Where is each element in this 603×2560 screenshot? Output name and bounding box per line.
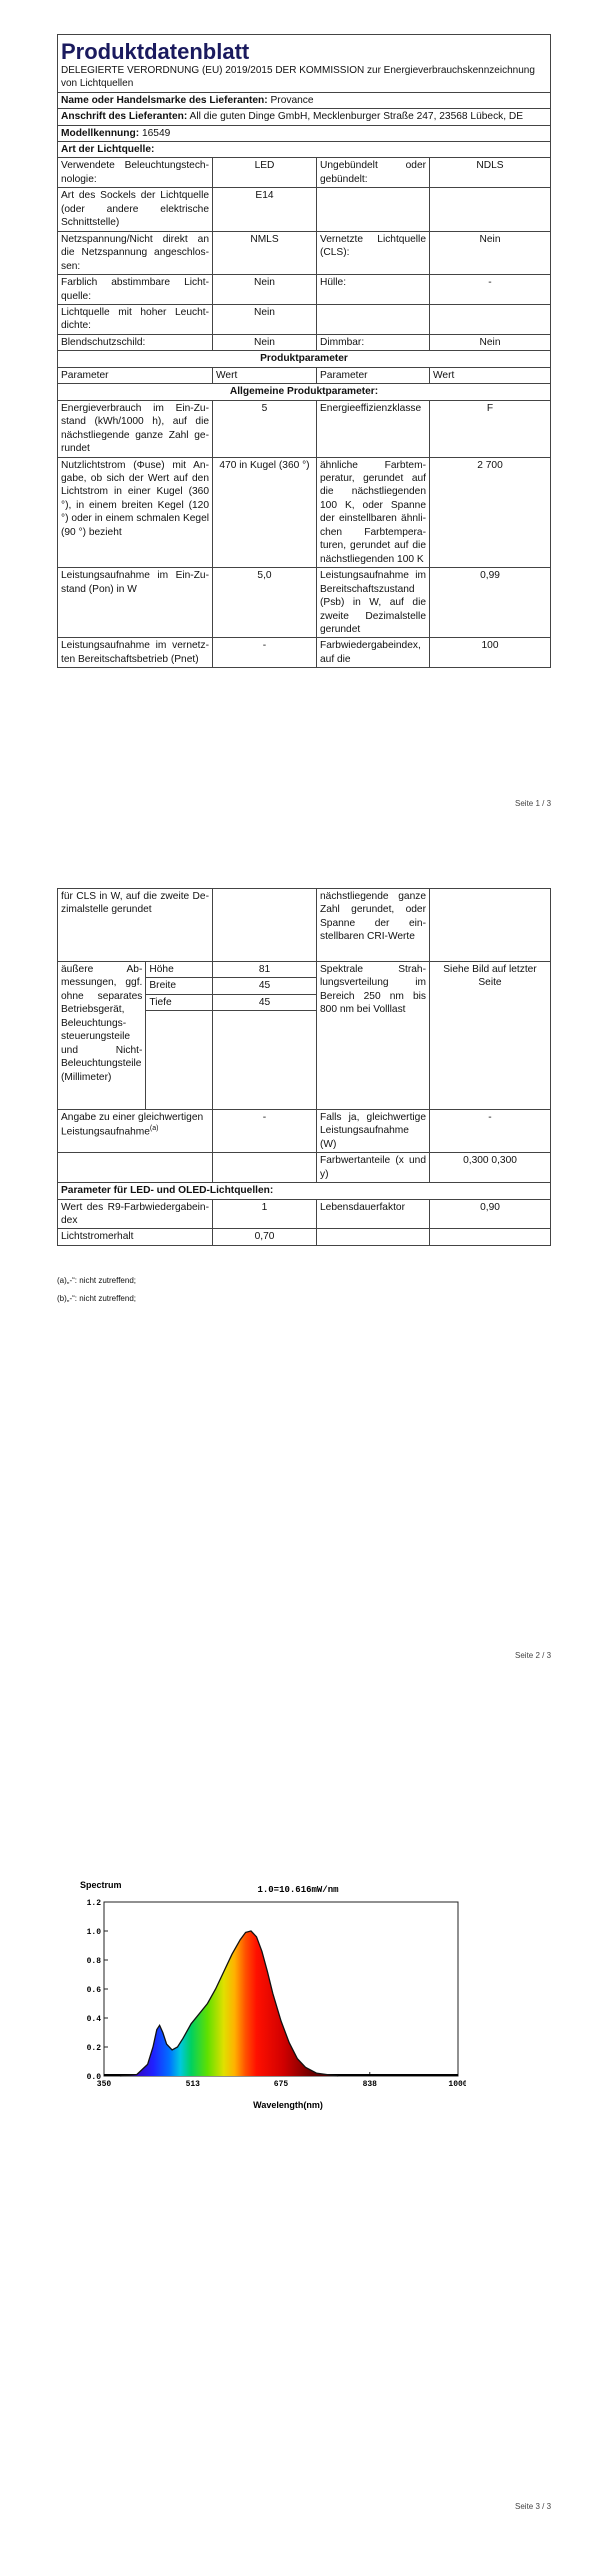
chart-title: Spectrum [80, 1880, 122, 1890]
supplier-value: Provance [270, 94, 314, 106]
param-label: Farbwertanteile (x und y) [317, 1153, 430, 1183]
param-label: Leistungsaufnahme im Bereitschaftszustand (Psb) in W, auf die zweite Dezimalstelle gerundet [317, 568, 430, 638]
footnote-b: (b)„-“: nicht zutreffend; [57, 1294, 136, 1303]
param-label: Lebensdauerfaktor [317, 1199, 430, 1229]
column-header-row [58, 367, 551, 383]
table-row [58, 889, 551, 962]
supplier-row [58, 92, 551, 108]
param-value: F [430, 400, 551, 457]
y-tick-label: 0.8 [86, 1957, 101, 1966]
chart-annotation: 1.0=10.616mW/nm [257, 1885, 339, 1895]
table-row [58, 231, 551, 274]
param-label: Art des Sockels der Lichtquelle (oder andere elektrische Schnittstelle) [58, 188, 213, 231]
dim-value: 45 [213, 994, 316, 1010]
model-label: Modellkennung: [61, 127, 140, 139]
model-row [58, 125, 551, 141]
table-row [58, 638, 551, 668]
general-params-heading: Allgemeine Produktparameter: [58, 384, 551, 400]
param-value: 470 in Kugel (360 °) [213, 457, 317, 568]
table-row [58, 334, 551, 350]
param-label: Angabe zu einer gleichwertigen Leistungsaufnahme$^{(a)}$ [58, 1109, 213, 1152]
param-label: Energieeffizienzklasse [317, 400, 430, 457]
param-value: Nein [213, 334, 317, 350]
param-label [317, 188, 430, 231]
param-value: 1 [213, 1199, 317, 1229]
doc-subtitle: DELEGIERTE VERORDNUNG (EU) 2019/2015 DER KOMMISSION zur Energieverbrauchskennzeichnung von Lichtquellen [61, 65, 535, 90]
page-number: Seite 1 / 3 [515, 799, 552, 808]
dimensions-cell [58, 962, 317, 1110]
col-header-param: Parameter [58, 367, 213, 383]
spectrum-value: Siehe Bild auf letzter Seite [430, 962, 551, 1110]
y-tick-label: 0.6 [86, 1986, 101, 1995]
spectrum-chart-svg [74, 1874, 466, 2112]
param-value: - [213, 1109, 317, 1152]
param-label: Energieverbrauch im Ein-Zustand (kWh/1000 h), auf die nächstliegende ganze Zahl gerundet [58, 400, 213, 457]
address-label: Anschrift des Lieferanten: [61, 111, 188, 123]
param-value: 100 [430, 638, 551, 668]
param-value: 0,90 [430, 1199, 551, 1229]
param-value: - [430, 275, 551, 305]
page-number: Seite 3 / 3 [515, 2502, 552, 2511]
led-params-heading: Parameter für LED- und OLED-Lichtquellen: [58, 1183, 551, 1199]
param-value: - [430, 1109, 551, 1152]
param-label: nächstliegende ganze Zahl gerundet, oder Spanne der einstellbaren CRI-Werte [317, 889, 430, 962]
param-label: für CLS in W, auf die zweite Dezimalstelle gerundet [58, 889, 213, 962]
col-header-param: Parameter [317, 367, 430, 383]
param-label: Farblich abstimmbare Lichtquelle: [58, 275, 213, 305]
y-tick-label: 1.2 [86, 1899, 101, 1908]
param-label: Blendschutzschild: [58, 334, 213, 350]
table-row [58, 1109, 551, 1152]
param-label [317, 1229, 430, 1245]
table-row [58, 1153, 551, 1183]
param-value: NMLS [213, 231, 317, 274]
param-value: NDLS [430, 158, 551, 188]
address-value: All die guten Dinge GmbH, Mecklenburger Straße 247, 23568 Lübeck, DE [189, 111, 524, 123]
doc-title: Produktdatenblatt [61, 39, 250, 64]
product-params-heading: Produktparameter [58, 351, 551, 367]
param-value: - [213, 638, 317, 668]
table-row [58, 568, 551, 638]
param-label: Nutzlichtstrom (Φuse) mit Angabe, ob sich der Wert auf den Lichtstrom in einer Kugel (360 °), in einem breiten Kegel (120 °) oder in einem schmalen Kegel (90 °) bezieht [58, 457, 213, 568]
datasheet-table-page-1 [57, 34, 551, 668]
param-label: Hülle: [317, 275, 430, 305]
x-tick-label: 838 [362, 2080, 377, 2089]
dim-key: Tiefe [146, 994, 213, 1010]
chart-xlabel: Wavelength(nm) [253, 2100, 323, 2110]
param-label: Leistungsaufnahme im Ein-Zustand (Pon) in W [58, 568, 213, 638]
param-label: Wert des R9-Farbwiedergabeindex [58, 1199, 213, 1229]
param-label: Lichtquelle mit hoher Leuchtdichte: [58, 305, 213, 335]
y-tick-label: 1.0 [86, 1928, 101, 1937]
param-value: 0,70 [213, 1229, 317, 1245]
dimensions-table [58, 962, 316, 1109]
param-label: Ungebündelt oder gebündelt: [317, 158, 430, 188]
supplier-label: Name oder Handelsmarke des Lieferanten: [61, 94, 268, 106]
col-header-value: Wert [213, 367, 317, 383]
param-label [58, 1153, 213, 1183]
x-tick-label: 675 [273, 2080, 289, 2089]
x-tick-label: 350 [96, 2080, 112, 2089]
spectrum-area [120, 1931, 338, 2076]
table-row [58, 400, 551, 457]
param-value: Nein [213, 275, 317, 305]
footnote-a: (a)„-“: nicht zutreffend; [57, 1276, 136, 1285]
table-row [58, 457, 551, 568]
param-label: Netzspannung/Nicht direkt an die Netzspannung angeschlossen: [58, 231, 213, 274]
table-row [58, 1229, 551, 1245]
param-value: LED [213, 158, 317, 188]
col-header-value: Wert [430, 367, 551, 383]
param-value: Nein [430, 334, 551, 350]
model-value: 16549 [141, 127, 171, 139]
table-row [58, 188, 551, 231]
dim-key: Breite [146, 978, 213, 994]
spectrum-label: Spektrale Strahlungsverteilung im Bereich 250 nm bis 800 nm bei Volllast [317, 962, 430, 1110]
type-heading: Art der Lichtquelle: [58, 142, 551, 158]
dimensions-label: äußere Abmessungen, ggf. ohne separates Betriebsgerät, Beleuchtungssteuerungsteile und Nicht-Beleuchtungsteile (Millimeter) [58, 962, 146, 1109]
table-row [58, 305, 551, 335]
param-value [430, 1229, 551, 1245]
spectrum-chart [74, 1874, 466, 2112]
x-tick-label: 513 [185, 2080, 200, 2089]
param-label: Verwendete Beleuchtungstechnologie: [58, 158, 213, 188]
y-tick-label: 0.0 [86, 2073, 101, 2082]
param-value: 5 [213, 400, 317, 457]
dimensions-row [58, 962, 551, 1110]
param-label: Lichtstromerhalt [58, 1229, 213, 1245]
x-tick-label: 1000 [448, 2080, 466, 2089]
param-label [317, 305, 430, 335]
table-row [58, 1199, 551, 1229]
param-label: Falls ja, gleichwertige Leistungsaufnahme (W) [317, 1109, 430, 1152]
param-label: ähnliche Farbtemperatur, gerundet auf die nächstliegenden 100 K, oder Spanne der einstellbaren ähnlichen Farbtemperaturen, gerundet auf die nächstliegenden 100 K [317, 457, 430, 568]
param-value [213, 1153, 317, 1183]
dim-value: 45 [213, 978, 316, 994]
param-value [430, 188, 551, 231]
dim-value: 81 [213, 962, 316, 978]
param-label: Leistungsaufnahme im vernetzten Bereitschaftsbetrieb (Pnet) [58, 638, 213, 668]
param-value: 2 700 [430, 457, 551, 568]
param-value: 0,300 0,300 [430, 1153, 551, 1183]
param-label: Vernetzte Lichtquelle (CLS): [317, 231, 430, 274]
param-value: Nein [430, 231, 551, 274]
table-row [58, 275, 551, 305]
dim-key: Höhe [146, 962, 213, 978]
param-value: 0,99 [430, 568, 551, 638]
page-number: Seite 2 / 3 [515, 1651, 552, 1660]
param-value: E14 [213, 188, 317, 231]
param-label: Dimmbar: [317, 334, 430, 350]
header-cell [58, 35, 551, 93]
address-row [58, 109, 551, 125]
y-tick-label: 0.4 [86, 2015, 101, 2024]
param-value [430, 305, 551, 335]
param-label: Farbwiedergabeindex, auf die [317, 638, 430, 668]
param-value: Nein [213, 305, 317, 335]
table-row [58, 158, 551, 188]
y-tick-label: 0.2 [86, 2044, 101, 2053]
datasheet-table-page-2 [57, 888, 551, 1246]
param-value: 5,0 [213, 568, 317, 638]
